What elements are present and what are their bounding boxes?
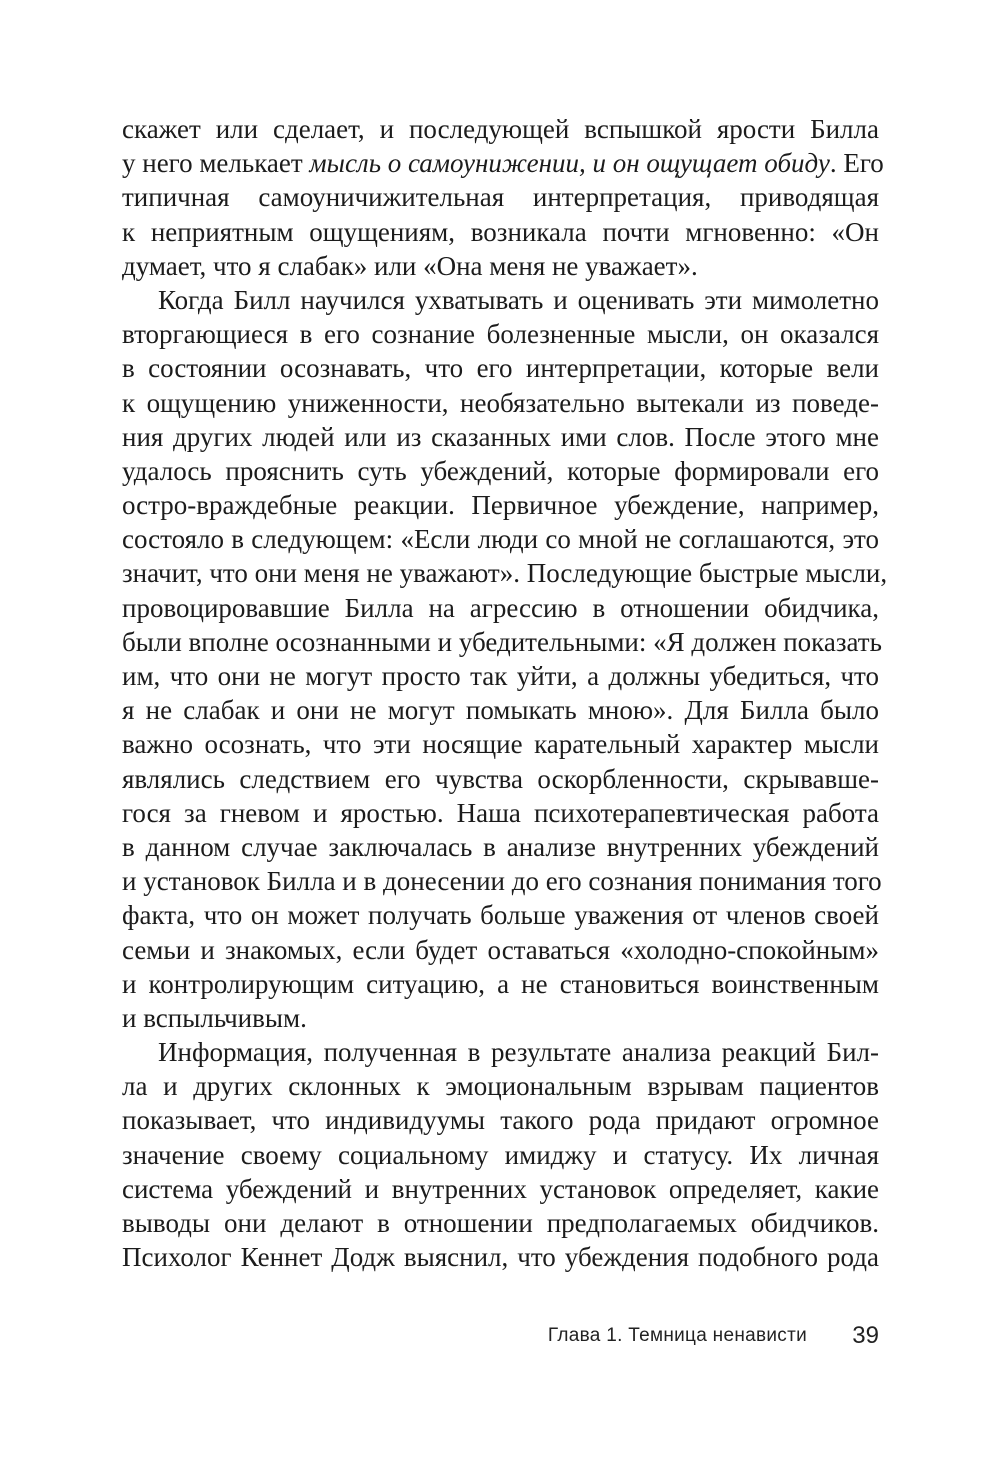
text-line: к ощущению униженности, необязательно вытекали из поведе- bbox=[122, 387, 879, 418]
text-line: скажет или сделает, и последующей вспышкой ярости Билла bbox=[122, 114, 879, 144]
text-line: были вполне осознанными и убедительными: «Я должен показать bbox=[122, 626, 882, 657]
text-line: вторгающиеся в его сознание болезненные мысли, он оказался bbox=[122, 319, 879, 350]
text-line: к неприятным ощущениям, возникала почти мгновенно: «Он bbox=[122, 216, 879, 247]
body-text bbox=[122, 112, 888, 1274]
text-line: и контролирующим ситуацию, а не становиться воинственным bbox=[122, 968, 879, 999]
text-line: я не слабак и они не могут помыкать мною». Для Билла было bbox=[122, 695, 879, 726]
text-line: думает, что я слабак» или «Она меня не уважает». bbox=[122, 250, 698, 281]
paragraph-2 bbox=[122, 283, 888, 1035]
text-line: у него мелькает мысль о самоунижении, и он ощущает обиду. Его bbox=[122, 148, 884, 179]
text-line: провоцировавшие Билла на агрессию в отношении обидчика, bbox=[122, 592, 879, 623]
text-line: выводы они делают в отношении предполагаемых обидчиков. bbox=[122, 1208, 879, 1238]
text-line: Психолог Кеннет Додж выяснил, что убеждения подобного рода bbox=[122, 1242, 879, 1273]
text-line: семьи и знакомых, если будет оставаться «холодно-спокойным» bbox=[122, 934, 879, 965]
text-line: важно осознать, что эти носящие карательный характер мысли bbox=[122, 729, 879, 760]
text-line: показывает, что индивидуумы такого рода придают огромное bbox=[122, 1105, 879, 1136]
text-line: типичная самоуничижительная интерпретация, приводящая bbox=[122, 182, 879, 213]
text-line: и установок Билла и в донесении до его сознания понимания того bbox=[122, 866, 882, 897]
paragraph-3 bbox=[122, 1035, 879, 1274]
text-line: остро-враждебные реакции. Первичное убеждение, например, bbox=[122, 490, 879, 521]
text-line: Информация, полученная в результате анализа реакций Бил- bbox=[158, 1037, 879, 1068]
text-line: являлись следствием его чувства оскорбленности, скрывавше- bbox=[122, 763, 879, 794]
paragraph-1 bbox=[122, 112, 884, 283]
text-line: значение своему социальному имиджу и статусу. Их личная bbox=[122, 1139, 879, 1170]
text-line: ла и других склонных к эмоциональным взрывам пациентов bbox=[122, 1071, 879, 1102]
text-line: в данном случае заключалась в анализе внутренних убеждений bbox=[122, 831, 879, 862]
running-head: Глава 1. Темница ненависти bbox=[547, 1325, 807, 1346]
page-footer bbox=[122, 1322, 879, 1356]
text-line: состояло в следующем: «Если люди со мной не соглашаются, это bbox=[122, 524, 879, 555]
page-number: 39 bbox=[852, 1322, 879, 1349]
text-line: гося за гневом и яростью. Наша психотерапевтическая работа bbox=[122, 797, 879, 828]
text-line: в состоянии осознавать, что его интерпретации, которые вели bbox=[122, 353, 879, 384]
italic-emphasis: мысль о самоунижении, и он ощущает обиду bbox=[309, 148, 830, 179]
text-line: ния других людей или из сказанных ими слов. После этого мне bbox=[122, 421, 879, 452]
text-line: и вспыльчивым. bbox=[122, 1002, 307, 1033]
text-line: система убеждений и внутренних установок определяет, какие bbox=[122, 1173, 879, 1204]
text-line: удалось прояснить суть убеждений, которые формировали его bbox=[122, 455, 879, 486]
text-line: им, что они не могут просто так уйти, а должны убедиться, что bbox=[122, 661, 879, 691]
text-line: факта, что он может получать больше уважения от членов своей bbox=[122, 900, 879, 931]
text-line: Когда Билл научился ухватывать и оценивать эти мимолетно bbox=[158, 284, 879, 315]
text-line: значит, что они меня не уважают». Последующие быстрые мысли, bbox=[122, 558, 888, 589]
